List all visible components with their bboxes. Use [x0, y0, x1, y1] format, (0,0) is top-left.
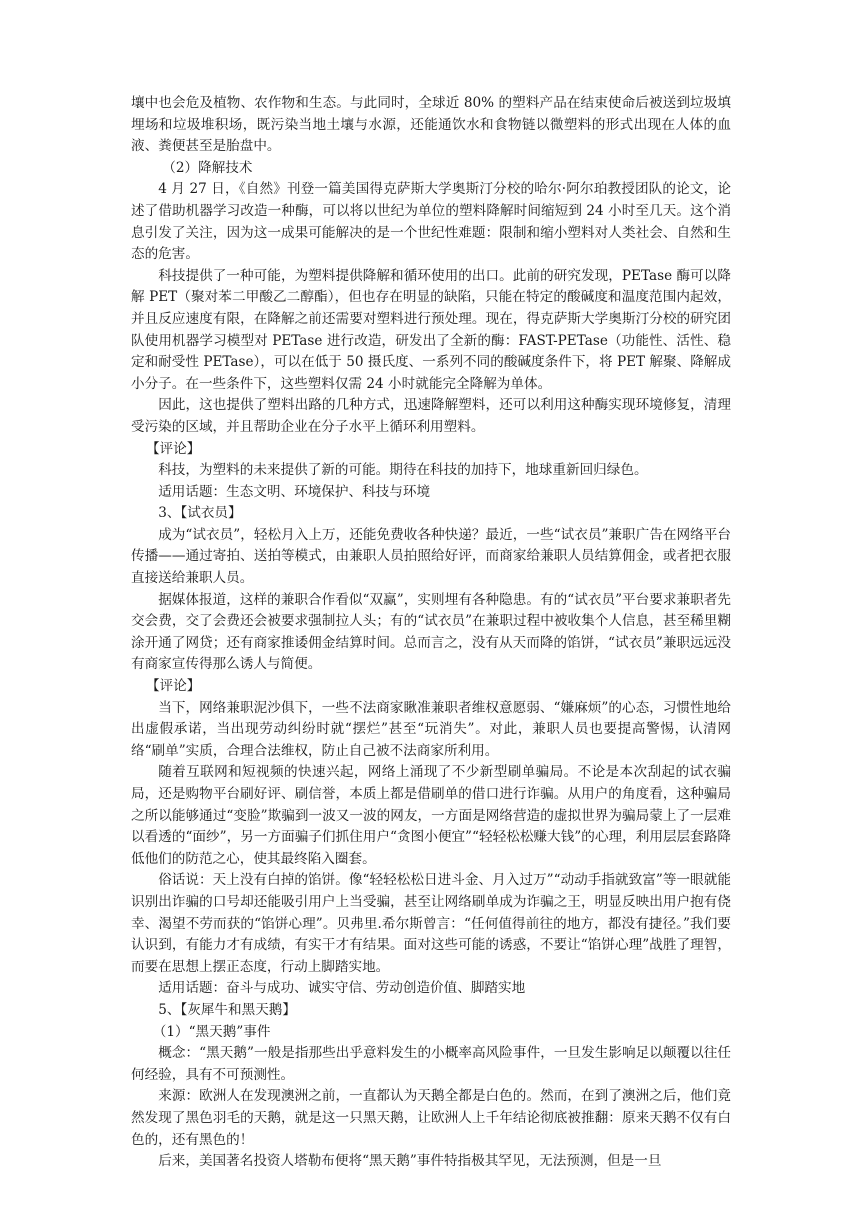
paragraph-comment-technology: 科技，为塑料的未来提供了新的可能。期待在科技的加持下，地球重新回归绿色。 [158, 462, 648, 479]
paragraph-online-parttime: 当下，网络兼职泥沙俱下，一些不法商家瞅准兼职者维权意愿弱、“嫌麻烦”的心态，习惯性地给出虚假承诺，当出现劳动纠纷时就“摆烂”甚至“玩消失”。对此，兼职人员也要提高警惕，认清网络“刷单”实质，合理合法维权，防止自己被不法商家所利用。 [131, 699, 731, 759]
paragraph-applicable-topics: 适用话题：奋斗与成功、诚实守信、劳动创造价值、脚踏实地 [158, 980, 526, 997]
paragraph-brushing-scams: 随着互联网和短视频的快速兴起，网络上涌现了不少新型刷单骗局。不论是本次刮起的试衣骗局，还是购物平台刷好评、刷信誉，本质上都是借刷单的借口进行诈骗。从用户的角度看，这种骗局之所以能够通过“变脸”欺骗到一波又一波的网友，一方面是网络营造的虚拟世界为骗局蒙上了一层难以看透的“面纱”，另一方面骗子们抓住用户“贪图小便宜”“轻轻松松赚大钱”的心理，利用层层套路降低他们的防范之心，使其最终陷入圈套。 [131, 764, 731, 867]
paragraph-nature-article: 4 月 27 日，《自然》刊登一篇美国得克萨斯大学奥斯汀分校的哈尔·阿尔珀教授团队的论文，论述了借助机器学习改造一种酶，可以将以世纪为单位的塑料降解时间缩短到 24 小时至几天。这个消息引发了关注，因为这一成果可能解决的是一个世纪性难题：限制和缩小塑料对人类社会、自然和生态的危害。 [131, 181, 731, 263]
heading-black-swan-event: （1）“黑天鹅”事件 [152, 1023, 271, 1040]
paragraph-petase-enzyme: 科技提供了一种可能，为塑料提供降解和循环使用的出口。此前的研究发现，PETase 酶可以降解 PET（聚对苯二甲酸乙二醇酯），但也存在明显的缺陷，只能在特定的酸碱度和温度范围内起效，并且反应速度有限，在降解之前还需要对塑料进行预处理。现在，得克萨斯大学奥斯汀分校的研究团队使用机器学习模型对 PETase 进行改造，研发出了全新的酶：FAST-PETase（功能性、活性、稳定和耐受性 PETase），可以在低于 50 摄氏度、一系列不同的酸碱度条件下，将 PET 解聚、降解成小分子。在一些条件下，这些塑料仅需 24 小时就能完全降解为单体。 [131, 267, 731, 392]
paragraph-pie-psychology: 俗话说：天上没有白掉的馅饼。像“轻轻松松日进斗金、月入过万”“动动手指就致富”等一眼就能识别出诈骗的口号却还能吸引用户上当受骗，甚至让网络刷单成为诈骗之王，明显反映出用户抱有侥幸、渴望不劳而获的“馅饼心理”。贝弗里.希尔斯曾言：“任何值得前往的地方，都没有捷径。”我们要认识到，有能力才有成绩，有实干才有结果。面对这些可能的诱惑，不要让“馅饼心理”战胜了理智，而要在思想上摆正态度，行动上脚踏实地。 [131, 872, 731, 975]
paragraph-applicable-topics: 适用话题：生态文明、环境保护、科技与环境 [158, 483, 431, 500]
paragraph-fitting-tester-risks: 据媒体报道，这样的兼职合作看似“双赢”，实则埋有各种隐患。有的“试衣员”平台要求兼职者先交会费，交了会费还会被要求强制拉人头；有的“试衣员”在兼职过程中被收集个人信息，甚至稀里糊涂开通了网贷；还有商家推诿佣金结算时间。总而言之，没有从天而降的馅饼，“试衣员”兼职远远没有商家宣传得那么诱人与简便。 [131, 591, 731, 673]
heading-section-fitting-tester: 3、【试衣员】 [158, 505, 242, 522]
heading-section-rhino-swan: 5、【灰犀牛和黑天鹅】 [158, 1001, 296, 1018]
paragraph-plastic-pollution: 壤中也会危及植物、农作物和生态。与此同时，全球近 80% 的塑料产品在结束使命后被送到垃圾填埋场和垃圾堆积场，既污染当地土壤与水源，还能通饮水和食物链以微塑料的形式出现在人体的血液、粪便甚至是胎盘中。 [131, 95, 731, 155]
heading-degradation-technology: （2）降解技术 [162, 159, 253, 176]
paragraph-taleb: 后来，美国著名投资人塔勒布便将“黑天鹅”事件特指极其罕见，无法预测，但是一旦 [158, 1153, 662, 1170]
heading-comment: 【评论】 [145, 440, 201, 457]
heading-comment: 【评论】 [145, 678, 201, 695]
document-body [131, 93, 731, 1173]
paragraph-black-swan-concept: 概念：“黑天鹅”一般是指那些出乎意料发生的小概率高风险事件，一旦发生影响足以颠覆以往任何经验，具有不可预测性。 [131, 1045, 731, 1083]
paragraph-fitting-tester-intro: 成为“试衣员”，轻松月入上万，还能免费收各种快递？最近，一些“试衣员”兼职广告在网络平台传播——通过寄拍、送拍等模式，由兼职人员拍照给好评，而商家给兼职人员结算佣金，或者把衣服直接送给兼职人员。 [131, 526, 731, 587]
paragraph-plastic-outlets: 因此，这也提供了塑料出路的几种方式，迅速降解塑料，还可以利用这种酶实现环境修复，清理受污染的区域，并且帮助企业在分子水平上循环利用塑料。 [131, 397, 731, 435]
paragraph-black-swan-origin: 来源：欧洲人在发现澳洲之前，一直都认为天鹅全都是白色的。然而，在到了澳洲之后，他们竟然发现了黑色羽毛的天鹅，就是这一只黑天鹅，让欧洲人上千年结论彻底被推翻：原来天鹅不仅有白色的，还有黑色的！ [131, 1088, 731, 1148]
